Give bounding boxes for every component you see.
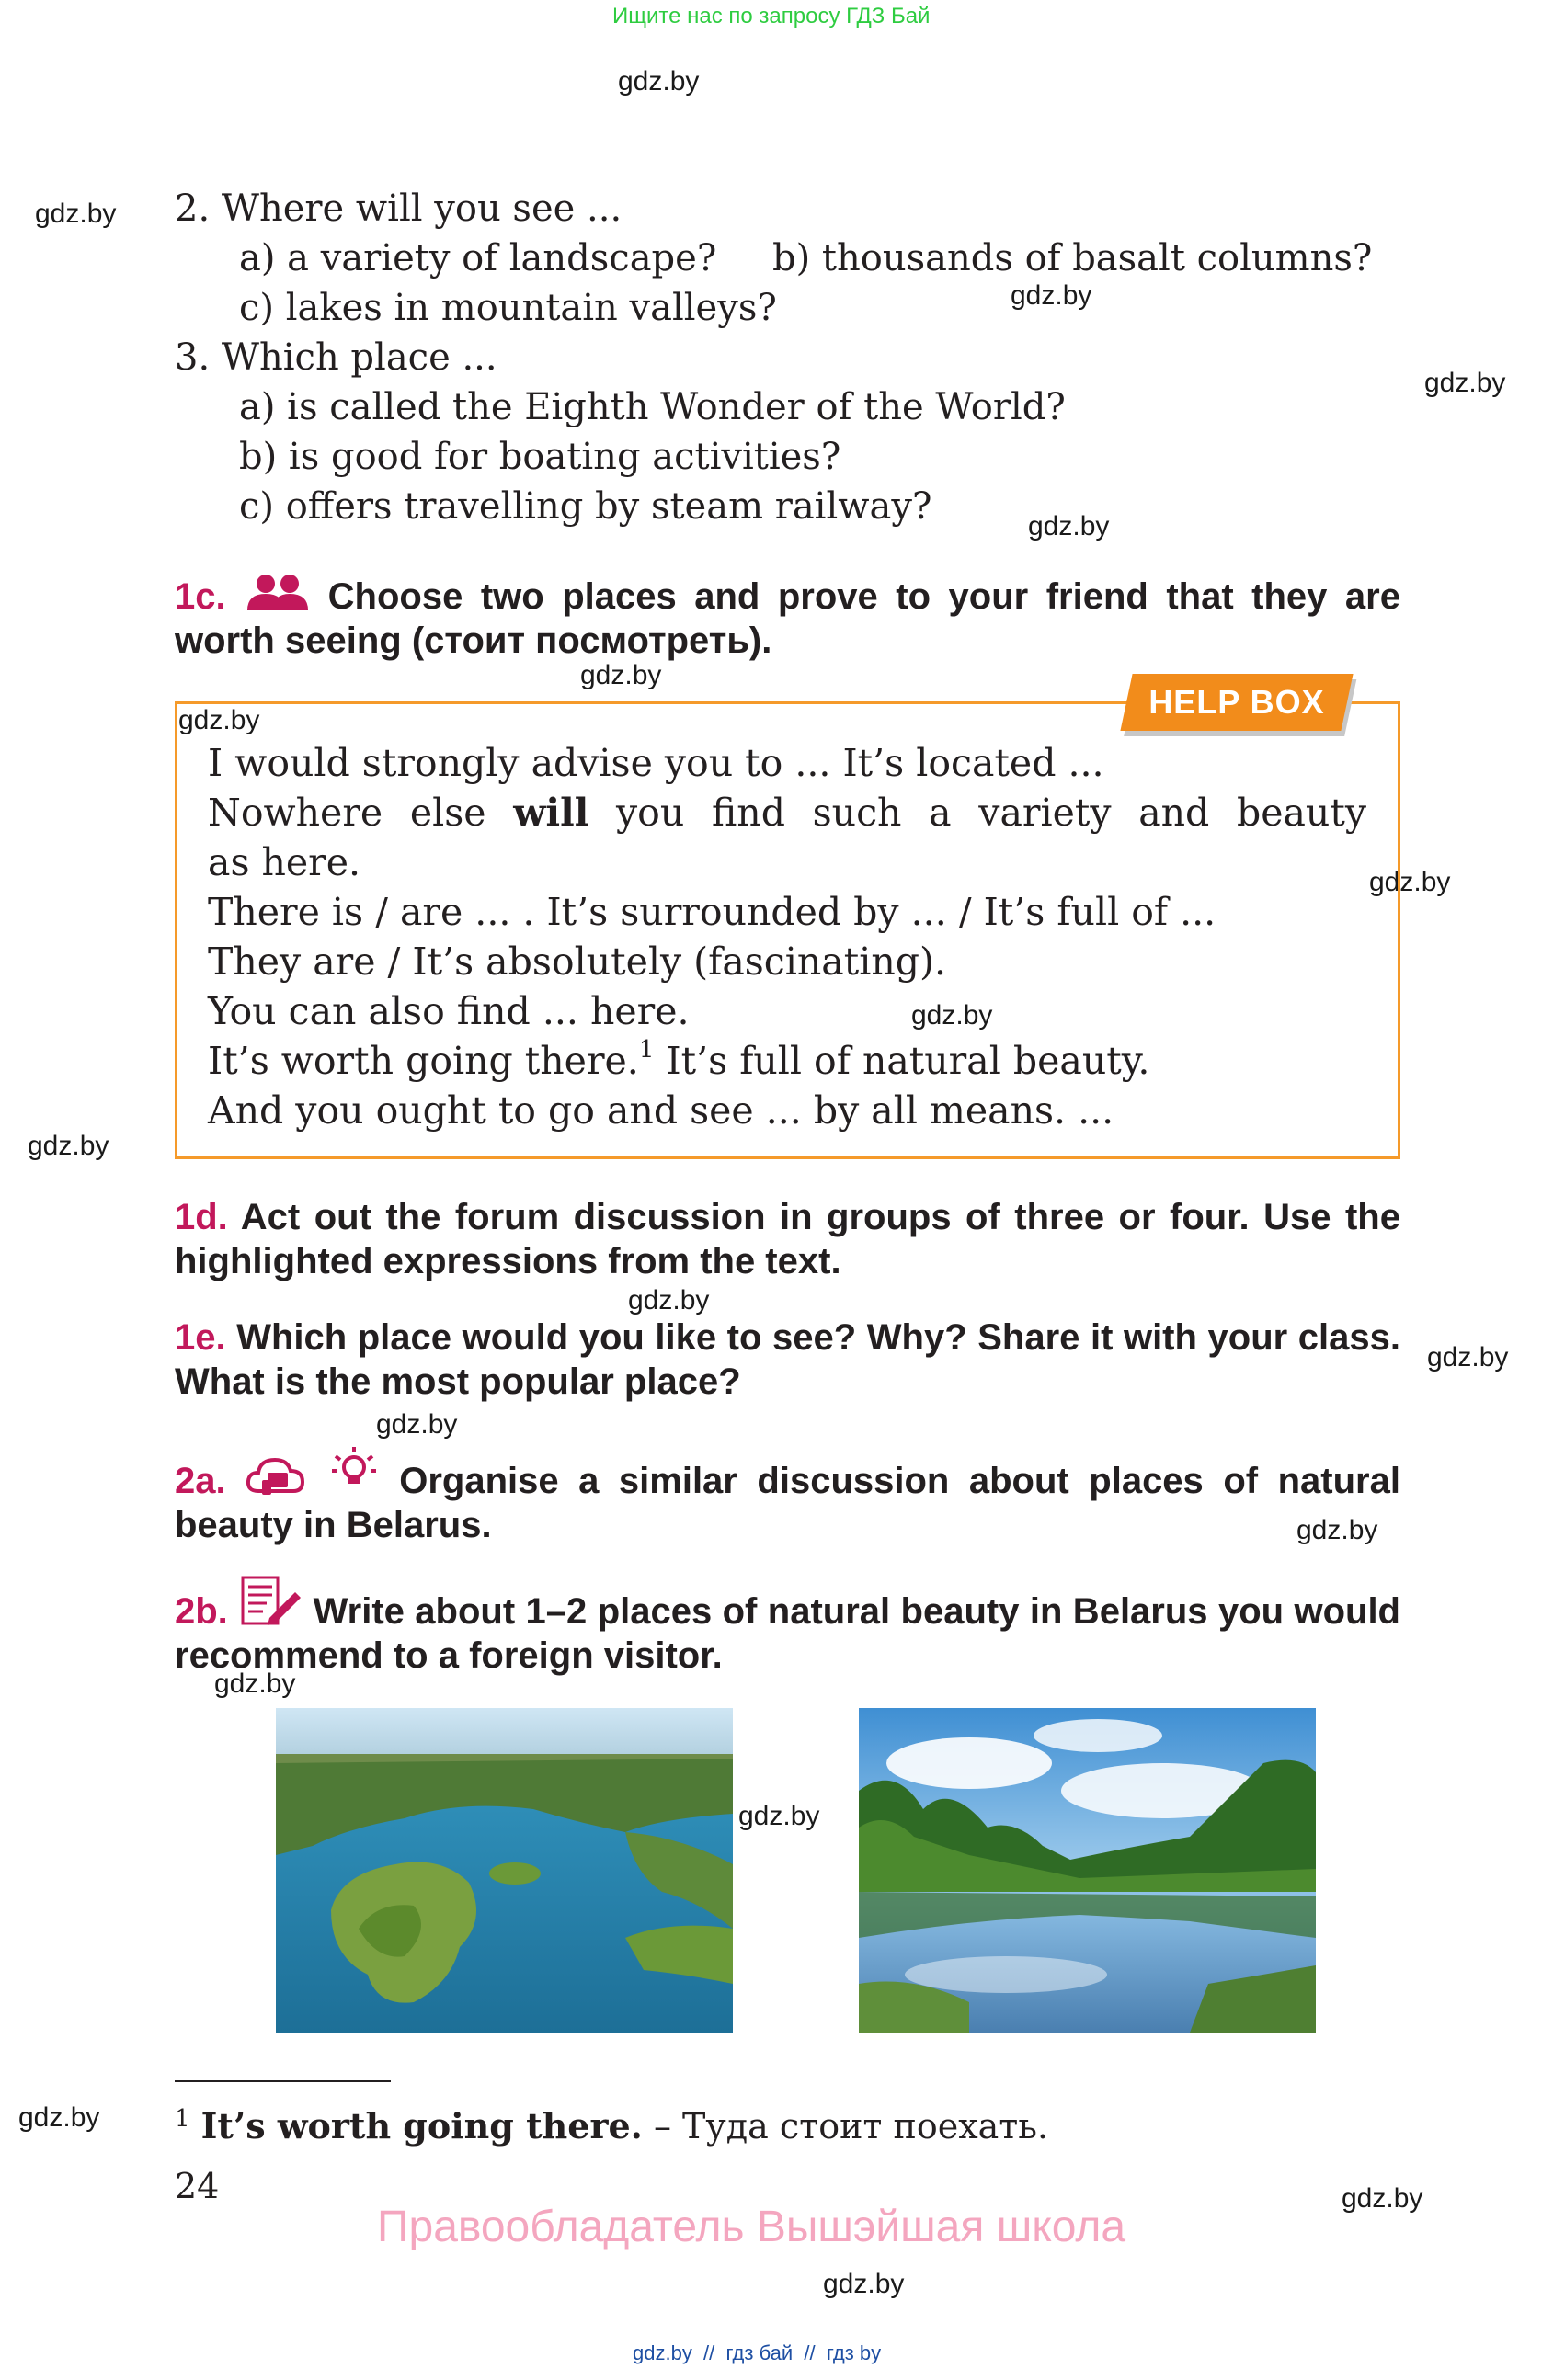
watermark: gdz.by	[178, 705, 260, 735]
watermark: gdz.by	[738, 1801, 820, 1831]
task-number: 2a.	[175, 1461, 226, 1501]
rights-holder: Правообладатель Вышэйшая школа	[377, 2203, 1126, 2251]
pair-work-icon	[244, 572, 310, 612]
task-number: 1c.	[175, 576, 226, 617]
task-2b	[175, 1576, 1400, 1678]
help-line: They are / It’s absolutely (fascinating).	[208, 939, 947, 984]
task-text: Organise a similar discussion about places of natural beauty in Belarus.	[175, 1461, 1400, 1545]
top-banner: Ищите нас по запросу ГДЗ Бай	[612, 4, 931, 28]
watermark: gdz.by	[28, 1131, 109, 1161]
watermark: gdz.by	[911, 1000, 993, 1031]
task-1e	[175, 1315, 1400, 1404]
watermark: gdz.by	[618, 66, 700, 97]
task-text: Choose two places and prove to your friend that they are worth seeing (стоит посмотреть).	[175, 576, 1400, 661]
help-box-title: HELP BOX	[1148, 683, 1325, 721]
watermark: gdz.by	[18, 2102, 100, 2133]
watermark: gdz.by	[35, 199, 117, 229]
page-number: 24	[175, 2166, 220, 2206]
question-3a: a) is called the Eighth Wonder of the World?	[239, 386, 1066, 428]
footnote	[175, 2105, 1048, 2147]
lakes-aerial-photo	[276, 1708, 733, 2033]
cloud-devices-icon	[246, 1454, 308, 1498]
bottom-links[interactable]: gdz.by // гдз бай // гдз by	[633, 2341, 882, 2364]
task-number: 1d.	[175, 1197, 228, 1237]
footnote-phrase: It’s worth going there.	[200, 2105, 643, 2147]
task-text: Which place would you like to see? Why? Share it with your class. What is the most popular place?	[175, 1317, 1400, 1402]
question-2a: a) a variety of landscape?	[239, 237, 717, 279]
task-1d	[175, 1195, 1400, 1283]
watermark: gdz.by	[214, 1668, 296, 1699]
help-line-part: you find such a variety and beauty	[616, 791, 1366, 835]
question-3b: b) is good for boating activities?	[239, 436, 841, 478]
task-1c	[175, 572, 1400, 663]
help-line-part: Nowhere else	[208, 791, 486, 835]
watermark: gdz.by	[1342, 2183, 1423, 2214]
help-line	[208, 788, 1366, 837]
help-line: You can also find ... here.	[208, 989, 690, 1033]
help-line-bold: will	[513, 791, 589, 835]
help-box-badge	[1120, 674, 1353, 731]
help-line-part: It’s full of natural beauty.	[666, 1039, 1150, 1083]
footnote-divider	[175, 2080, 391, 2082]
question-3c: c) offers travelling by steam railway?	[239, 485, 932, 528]
watermark: gdz.by	[1369, 867, 1451, 897]
watermark: gdz.by	[376, 1409, 458, 1440]
writing-icon	[238, 1576, 303, 1627]
task-number: 1e.	[175, 1317, 226, 1358]
watermark: gdz.by	[628, 1285, 710, 1315]
question-2c: c) lakes in mountain valleys?	[239, 287, 777, 329]
river-forest-photo	[859, 1708, 1316, 2033]
help-line: And you ought to go and see ... by all means. ...	[208, 1088, 1114, 1133]
watermark: gdz.by	[1028, 511, 1110, 541]
watermark: gdz.by	[1296, 1515, 1378, 1545]
help-line-part: It’s worth going there.	[208, 1039, 639, 1083]
help-line: as here.	[208, 840, 361, 884]
question-2b: b) thousands of basalt columns?	[772, 237, 1373, 279]
task-number: 2b.	[175, 1591, 228, 1632]
lightbulb-icon	[328, 1445, 380, 1497]
watermark: gdz.by	[823, 2269, 905, 2299]
question-3: 3. Which place ...	[175, 336, 497, 379]
help-line: I would strongly advise you to ... It’s located ...	[208, 741, 1104, 785]
footnote-translation: – Туда стоит поехать.	[653, 2106, 1049, 2147]
help-line	[208, 1036, 1149, 1086]
task-2a	[175, 1445, 1400, 1547]
task-text: Write about 1–2 places of natural beauty in Belarus you would recommend to a foreign visitor.	[175, 1591, 1400, 1676]
question-2: 2. Where will you see ...	[175, 188, 623, 230]
watermark: gdz.by	[580, 660, 662, 690]
footnote-marker: 1	[638, 1036, 655, 1064]
watermark: gdz.by	[1427, 1342, 1509, 1372]
help-line: There is / are ... . It’s surrounded by ... / It’s full of ...	[208, 890, 1216, 934]
watermark: gdz.by	[1424, 368, 1506, 398]
footnote-marker: 1	[175, 2105, 190, 2133]
watermark: gdz.by	[1011, 280, 1092, 311]
task-text: Act out the forum discussion in groups of three or four. Use the highlighted expressions from the text.	[175, 1197, 1400, 1281]
